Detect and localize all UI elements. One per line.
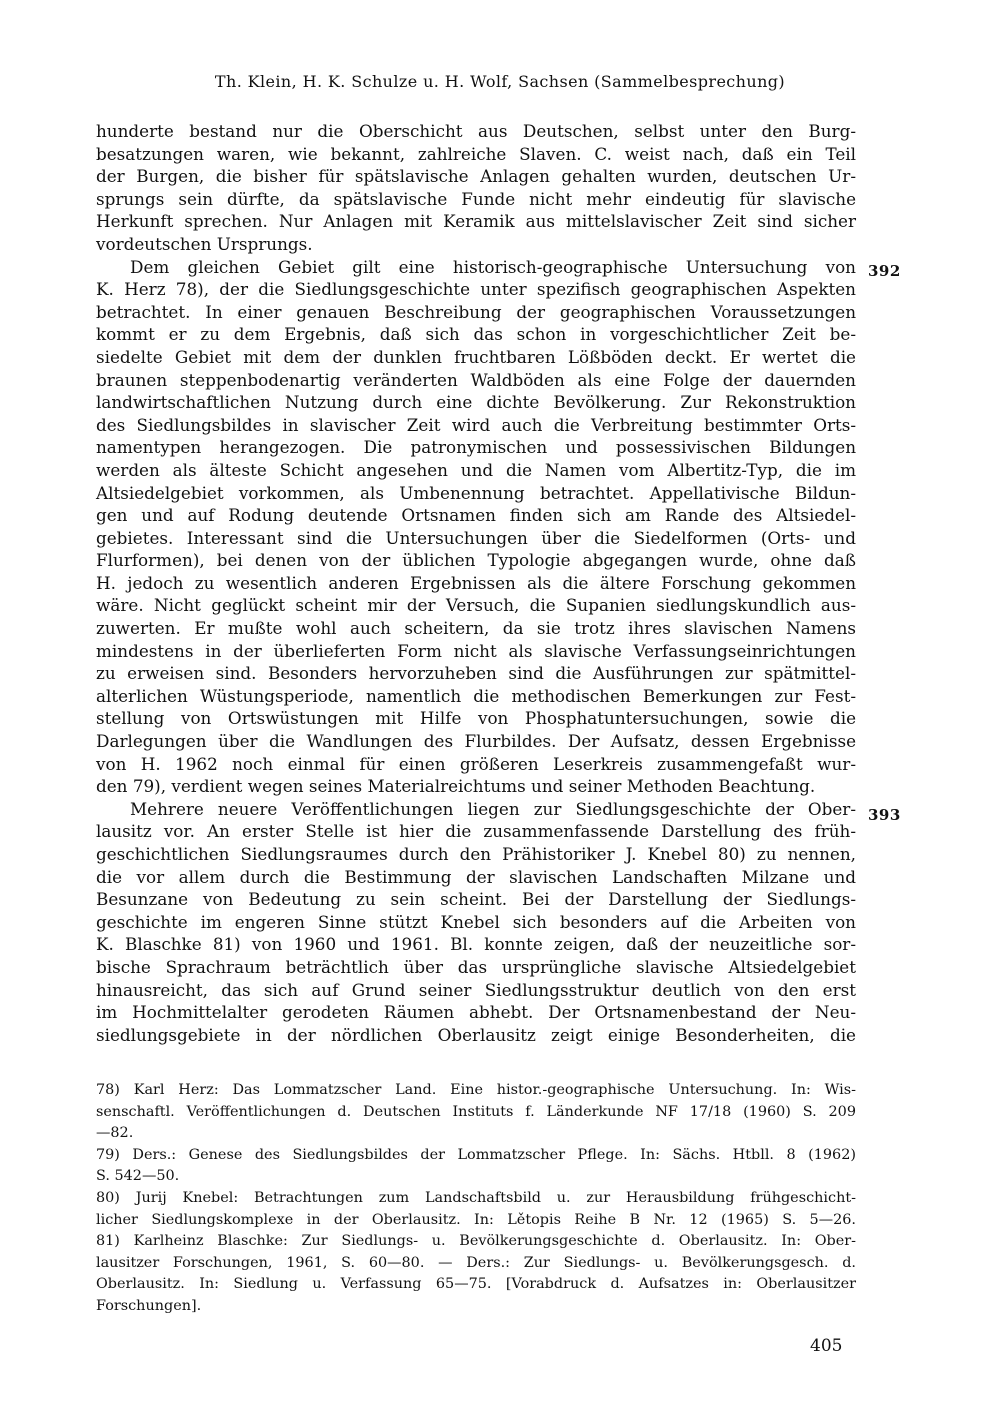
body-line: bische Sprachraum beträchtlich über das ursprüngliche slavische Altsiedelgebiet — [96, 956, 856, 977]
body-line: Darlegungen über die Wandlungen des Flurbildes. Der Aufsatz, dessen Ergebnisse — [96, 731, 856, 752]
body-line: gebietes. Interessant sind die Untersuchungen über die Siedelformen (Orts- und — [96, 527, 856, 548]
body-line: geschichtlichen Siedlungsraumes durch den Prähistoriker J. Knebel 80) zu nennen, — [96, 844, 856, 864]
body-line: wäre. Nicht geglückt scheint mir der Versuch, die Supanien siedlungskundlich aus- — [96, 595, 856, 616]
body-line: Mehrere neuere Veröffentlichungen liegen zur Siedlungsgeschichte der Ober- — [130, 798, 856, 819]
footnote-line: licher Siedlungskomplexe in der Oberlausitz. In: Lětopis Reihe B Nr. 12 (1965) S. 5—26. — [96, 1211, 856, 1228]
body-line: hunderte bestand nur die Oberschicht aus Deutschen, selbst unter den Burg- — [96, 121, 856, 141]
body-line: hinausreicht, das sich auf Grund seiner Siedlungsstruktur deutlich von den erst — [96, 979, 856, 1000]
body-line: der Burgen, die bisher für spätslavische Anlagen gehalten wurden, deutschen Ur- — [96, 166, 856, 187]
footnote-line: senschaftl. Veröffentlichungen d. Deutschen Instituts f. Länderkunde NF 17/18 (1960) S. 209 — [96, 1103, 856, 1120]
body-line: siedlungsgebiete in der nördlichen Oberlausitz zeigt einige Besonderheiten, die — [96, 1024, 856, 1045]
body-line: zu erweisen sind. Besonders hervorzuheben sind die Ausführungen zur spätmittel- — [96, 663, 856, 684]
body-line: im Hochmittelalter gerodeten Räumen abhebt. Der Ortsnamenbestand der Neu- — [96, 1002, 856, 1023]
body-line: alterlichen Wüstungsperiode, namentlich die methodischen Bemerkungen zur Fest- — [96, 685, 856, 706]
body-line: K. Herz 78), der die Siedlungsgeschichte unter spezifisch geographischen Aspekten — [96, 279, 856, 300]
body-line: die vor allem durch die Bestimmung der slavischen Landschaften Milzane und — [96, 866, 856, 887]
body-line: von H. 1962 noch einmal für einen größeren Leserkreis zusammengefaßt wur- — [96, 753, 856, 774]
body-line: siedelte Gebiet mit dem der dunklen fruchtbaren Lößböden deckt. Er wertet die — [96, 346, 856, 367]
body-line: sprungs sein dürfte, da spätslavische Funde nicht mehr eindeutig für slavische — [96, 188, 856, 209]
body-line: lausitz vor. An erster Stelle ist hier die zusammenfassende Darstellung des früh- — [96, 821, 856, 842]
body-line: besatzungen waren, wie bekannt, zahlreiche Slaven. C. weist nach, daß ein Teil — [96, 143, 856, 164]
body-line: Flurformen), bei denen von der üblichen Typologie abgegangen wurde, ohne daß — [96, 550, 856, 571]
footnote-line: 81) Karlheinz Blaschke: Zur Siedlungs- u. Bevölkerungsgeschichte d. Oberlausitz. In: Ober- — [96, 1233, 856, 1250]
margin-number: 392 — [868, 262, 901, 280]
footnote-line: lausitzer Forschungen, 1961, S. 60—80. — Ders.: Zur Siedlungs- u. Bevölkerungsgesch. d. — [96, 1254, 856, 1271]
page-number: 405 — [810, 1336, 843, 1356]
body-line: namentypen herangezogen. Die patronymischen und possessivischen Bildungen — [96, 437, 856, 458]
body-line: stellung von Ortswüstungen mit Hilfe von Phosphatuntersuchungen, sowie die — [96, 708, 856, 729]
body-line: mindestens in der überlieferten Form nicht als slavische Verfassungseinrichtungen — [96, 640, 856, 661]
body-line: H. jedoch zu wesentlich anderen Ergebnissen als die ältere Forschung gekommen — [96, 572, 856, 593]
body-line: betrachtet. In einer genauen Beschreibung der geographischen Voraussetzungen — [96, 301, 856, 322]
body-line: braunen steppenbodenartig veränderten Waldböden als eine Folge der dauernden — [96, 369, 856, 390]
body-line: K. Blaschke 81) von 1960 und 1961. Bl. konnte zeigen, daß der neuzeitliche sor- — [96, 934, 856, 955]
footnote-line: 79) Ders.: Genese des Siedlungsbildes der Lommatzscher Pflege. In: Sächs. Htbll. 8 (1962) — [96, 1146, 856, 1163]
body-line: geschichte im engeren Sinne stützt Knebel sich besonders auf die Arbeiten von — [96, 911, 856, 932]
body-line: des Siedlungsbildes in slavischer Zeit wird auch die Verbreitung bestimmter Orts- — [96, 414, 856, 435]
footnote-line: 80) Jurij Knebel: Betrachtungen zum Landschaftsbild u. zur Herausbildung frühgeschicht- — [96, 1189, 856, 1206]
body-line: landwirtschaftlichen Nutzung durch eine dichte Bevölkerung. Zur Rekonstruktion — [96, 392, 856, 413]
footnote-line: Oberlausitz. In: Siedlung u. Verfassung 65—75. [Vorabdruck d. Aufsatzes in: Oberlausitzer — [96, 1276, 856, 1293]
body-line: kommt er zu dem Ergebnis, daß sich das schon in vorgeschichtlicher Zeit be- — [96, 324, 856, 345]
body-line: gen und auf Rodung deutende Ortsnamen finden sich am Rande des Altsiedel- — [96, 505, 856, 526]
body-line: Altsiedelgebiet vorkommen, als Umbenennung betrachtet. Appellativische Bildun- — [96, 482, 856, 503]
footnotes — [96, 1080, 856, 1318]
body-line: zuwerten. Er mußte wohl auch scheitern, da sie trotz ihres slavischen Namens — [96, 618, 856, 639]
body-line: den 79), verdient wegen seines Materialreichtums und seiner Methoden Beachtung. — [96, 776, 816, 797]
footnote-line: S. 542—50. — [96, 1168, 180, 1185]
footnote-line: —82. — [96, 1125, 134, 1142]
body-line: Herkunft sprechen. Nur Anlagen mit Keramik aus mittelslavischer Zeit sind sicher — [96, 211, 856, 232]
body-line: vordeutschen Ursprungs. — [96, 233, 313, 254]
body-line: Besunzane von Bedeutung zu sein scheint. Bei der Darstellung der Siedlungs- — [96, 889, 856, 910]
body-line: Dem gleichen Gebiet gilt eine historisch-geographische Untersuchung von — [130, 256, 856, 277]
running-head: Th. Klein, H. K. Schulze u. H. Wolf, Sachsen (Sammelbesprechung) — [214, 72, 786, 91]
body-line: werden als älteste Schicht angesehen und die Namen vom Albertitz-Typ, die im — [96, 459, 856, 480]
footnote-line: Forschungen]. — [96, 1297, 202, 1314]
margin-number: 393 — [868, 806, 901, 824]
body-text — [96, 120, 856, 1046]
footnote-line: 78) Karl Herz: Das Lommatzscher Land. Eine histor.-geographische Untersuchung. In: Wis- — [96, 1082, 856, 1098]
